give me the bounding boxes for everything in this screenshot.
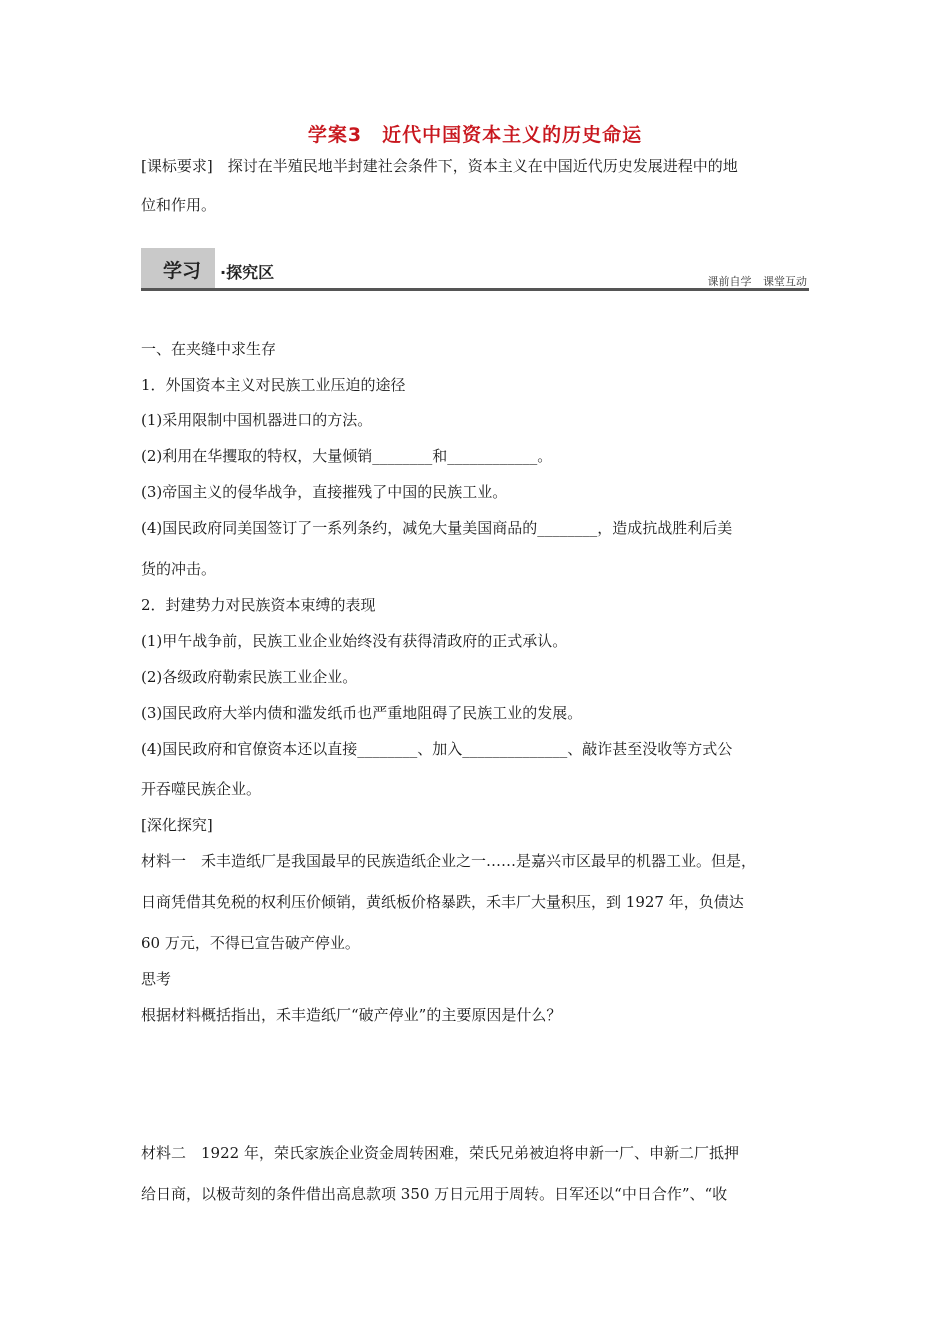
banner-divider bbox=[141, 288, 809, 291]
item2-point-3: (3)国民政府大举内债和滥发纸币也严重地阻碍了民族工业的发展。 bbox=[141, 704, 583, 722]
item1-point-4a: (4)国民政府同美国签订了一系列条约，减免大量美国商品的________，造成抗战胜利后美 bbox=[141, 519, 733, 537]
item-heading-1: 1．外国资本主义对民族工业压迫的途径 bbox=[141, 376, 406, 394]
section-heading: 一、在夹缝中求生存 bbox=[141, 340, 277, 358]
explore-heading: [深化探究] bbox=[141, 816, 213, 834]
item1-point-1: (1)采用限制中国机器进口的方法。 bbox=[141, 411, 373, 429]
material1-line-3: 60 万元，不得已宣告破产停业。 bbox=[141, 934, 360, 952]
material2-line-2: 给日商，以极苛刻的条件借出高息款项 350 万日元用于周转。日军还以“中日合作”、“收 bbox=[141, 1185, 728, 1203]
item1-point-2: (2)利用在华攫取的特权，大量倾销________和____________。 bbox=[141, 447, 553, 465]
question-text: 根据材料概括指出，禾丰造纸厂“破产停业”的主要原因是什么？ bbox=[141, 1006, 562, 1024]
banner-sub-label: ·探究区 bbox=[220, 263, 275, 282]
curriculum-line-1: [课标要求] 探讨在半殖民地半封建社会条件下，资本主义在中国近代历史发展进程中的地 bbox=[141, 157, 738, 175]
item-heading-2: 2．封建势力对民族资本束缚的表现 bbox=[141, 596, 376, 614]
material1-line-2: 日商凭借其免税的权利压价倾销，黄纸板价格暴跌，禾丰厂大量积压，到 1927 年，负债达 bbox=[141, 893, 744, 911]
item2-point-2: (2)各级政府勒索民族工业企业。 bbox=[141, 668, 358, 686]
page-title: 学案3 近代中国资本主义的历史命运 bbox=[307, 124, 643, 146]
item2-point-1: (1)甲午战争前，民族工业企业始终没有获得清政府的正式承认。 bbox=[141, 632, 568, 650]
item2-point-4a: (4)国民政府和官僚资本还以直接________、加入______________、敲诈甚至没收等方式公 bbox=[141, 740, 733, 758]
material1-line-1: 材料一 禾丰造纸厂是我国最早的民族造纸企业之一……是嘉兴市区最早的机器工业。但是， bbox=[141, 852, 757, 870]
section-banner bbox=[141, 248, 809, 290]
item1-point-4b: 货的冲击。 bbox=[141, 560, 217, 578]
curriculum-line-2: 位和作用。 bbox=[141, 196, 217, 214]
material2-line-1: 材料二 1922 年，荣氏家族企业资金周转困难，荣氏兄弟被迫将申新一厂、申新二厂抵押 bbox=[141, 1144, 739, 1162]
think-label: 思考 bbox=[141, 970, 172, 988]
item2-point-4b: 开吞噬民族企业。 bbox=[141, 780, 262, 798]
banner-main-label: 学习 bbox=[163, 260, 202, 282]
item1-point-3: (3)帝国主义的侵华战争，直接摧残了中国的民族工业。 bbox=[141, 483, 508, 501]
banner-right-label: 课前自学 课堂互动 bbox=[707, 275, 807, 288]
